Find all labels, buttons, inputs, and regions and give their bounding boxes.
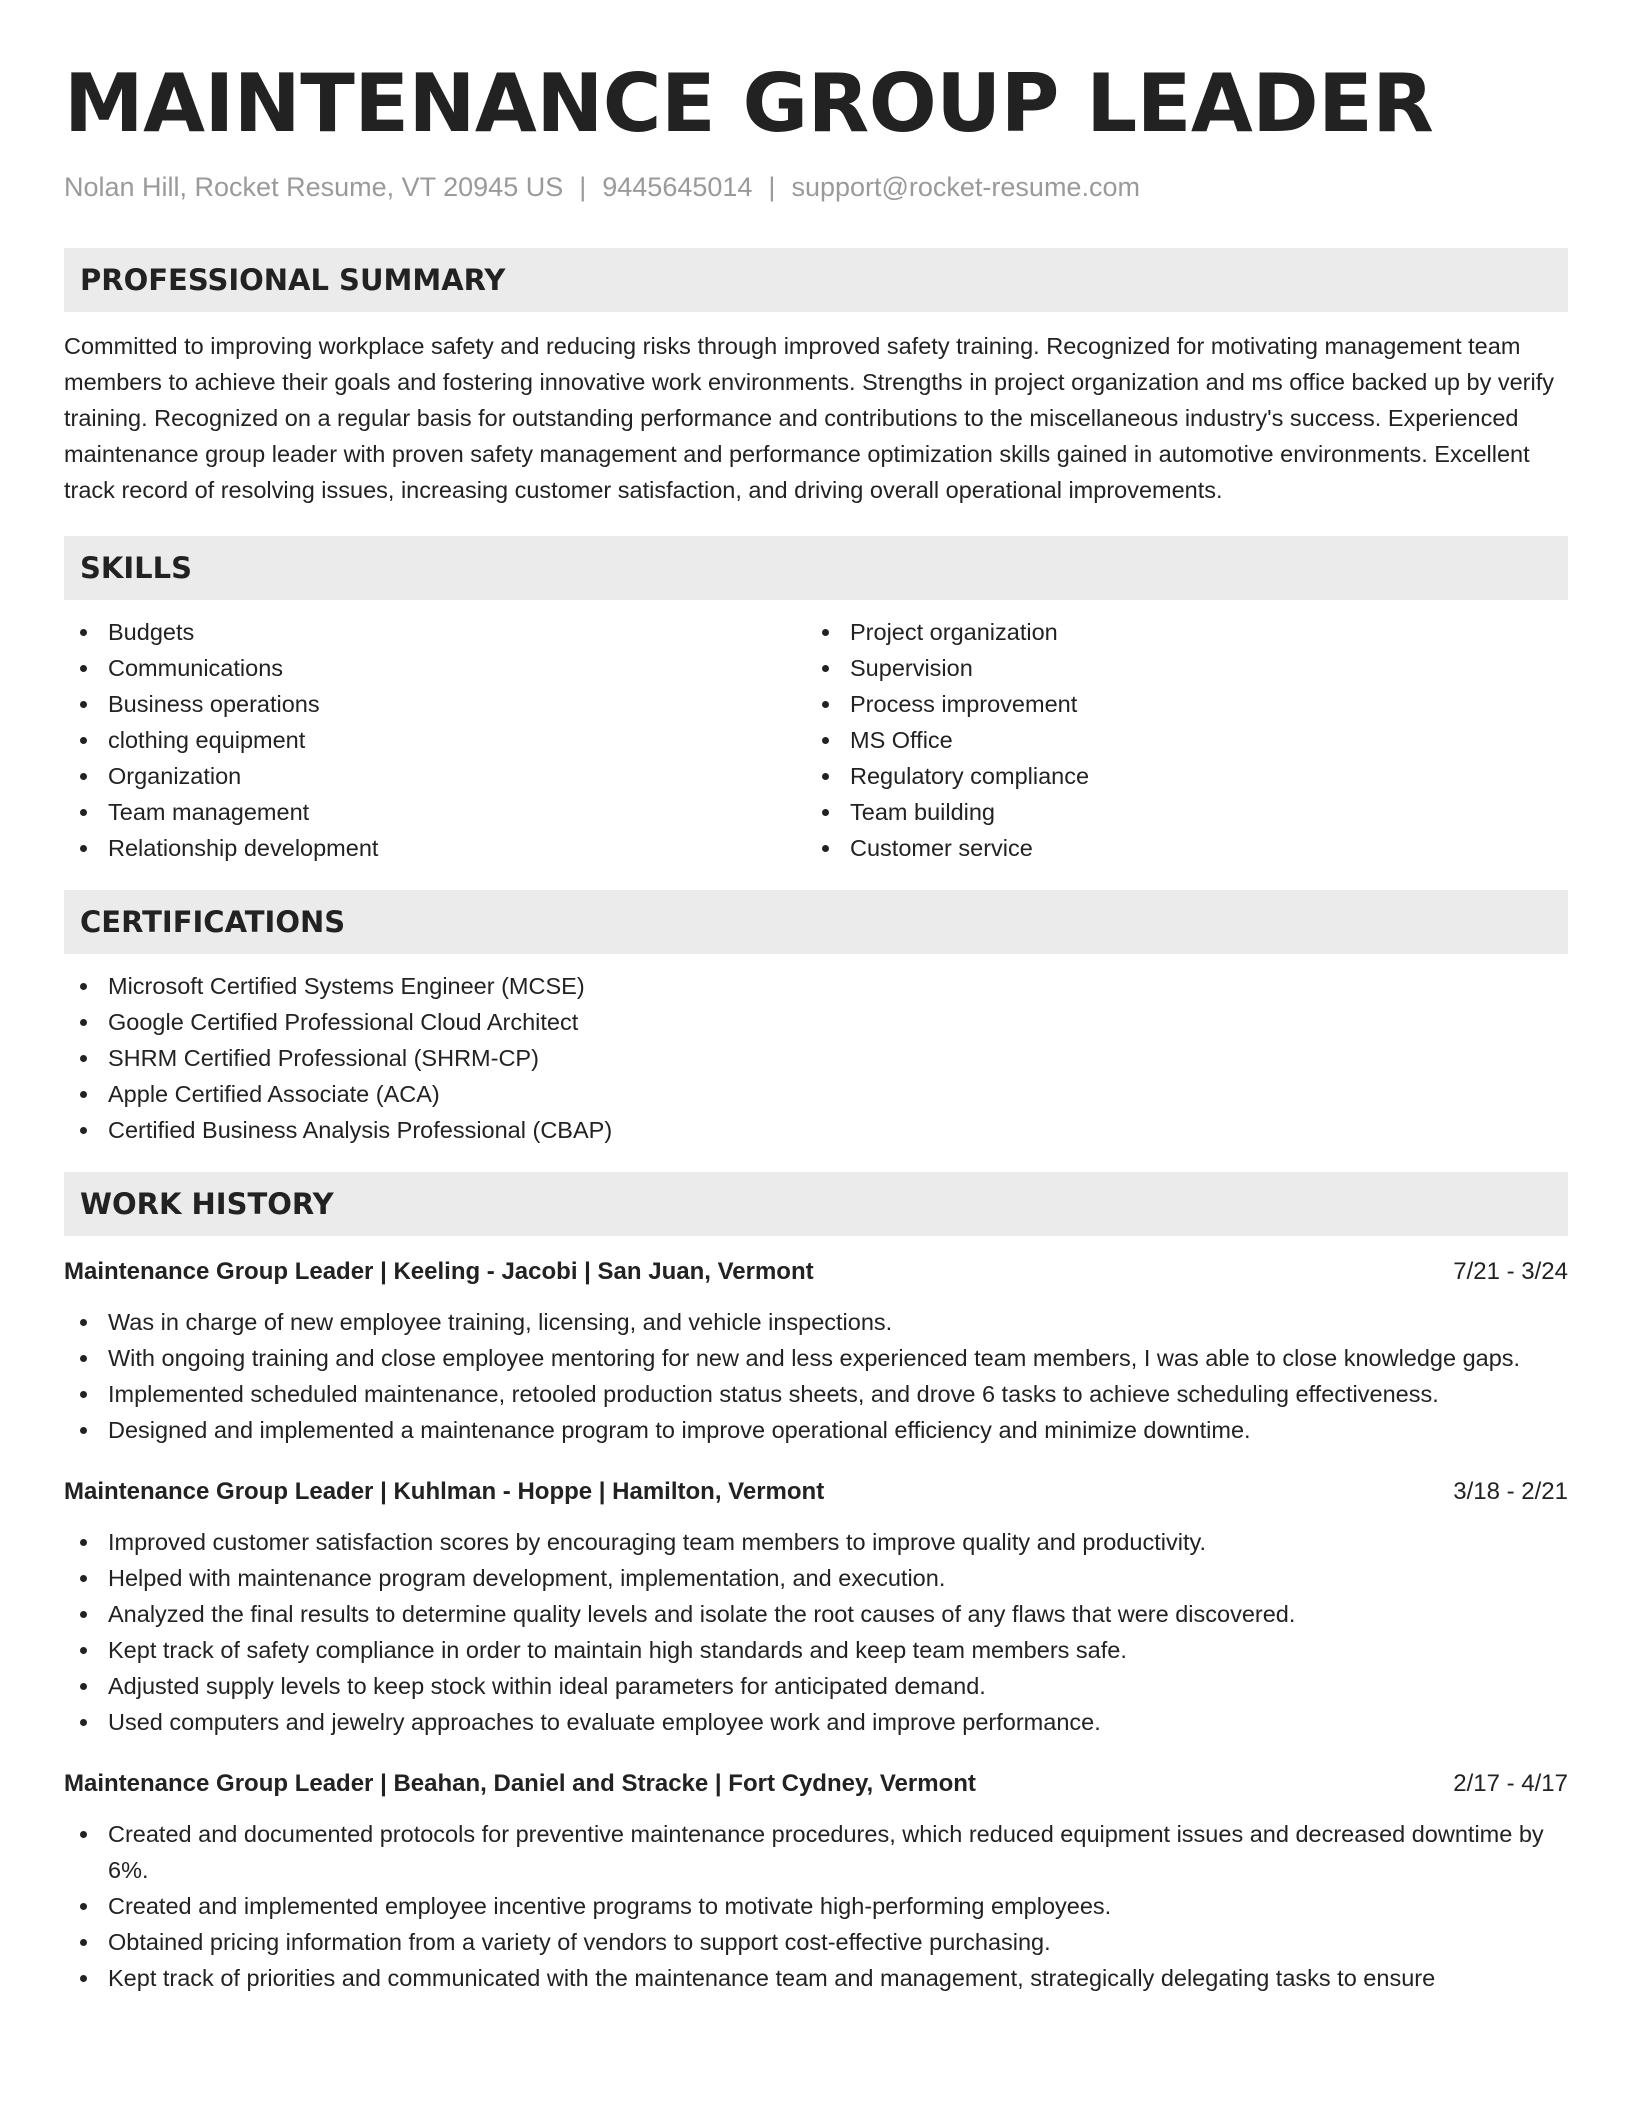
certification-item: SHRM Certified Professional (SHRM-CP) (64, 1040, 1568, 1076)
job-title: Maintenance Group Leader | Kuhlman - Hoppe | Hamilton, Vermont (64, 1478, 825, 1505)
certification-item: Google Certified Professional Cloud Architect (64, 1004, 1568, 1040)
certifications-list (64, 968, 1568, 1148)
job-bullet: Created and documented protocols for preventive maintenance procedures, which reduced equipment issues and decreased downtime by 6%. (64, 1816, 1568, 1888)
skill-item: clothing equipment (64, 722, 806, 758)
job-bullet: Adjusted supply levels to keep stock within ideal parameters for anticipated demand. (64, 1668, 1568, 1704)
certification-item: Certified Business Analysis Professional (CBAP) (64, 1112, 1568, 1148)
section-header-work-history (64, 1172, 1568, 1236)
job-entry (64, 1254, 1568, 1448)
contact-phone: 9445645014 (602, 172, 753, 202)
job-title: Maintenance Group Leader | Beahan, Daniel and Stracke | Fort Cydney, Vermont (64, 1770, 976, 1797)
job-entry (64, 1474, 1568, 1740)
contact-separator: | (579, 172, 587, 202)
section-title: SKILLS (80, 551, 192, 585)
skill-item: Organization (64, 758, 806, 794)
job-bullets (64, 1816, 1568, 1996)
contact-separator: | (768, 172, 776, 202)
job-dates: 7/21 - 3/24 (1453, 1258, 1568, 1285)
section-title: WORK HISTORY (80, 1187, 334, 1221)
skill-item: Customer service (806, 830, 1548, 866)
skill-item: Budgets (64, 614, 806, 650)
section-header-summary (64, 248, 1568, 312)
skill-item: Relationship development (64, 830, 806, 866)
certification-item: Microsoft Certified Systems Engineer (MCSE) (64, 968, 1568, 1004)
section-header-skills (64, 536, 1568, 600)
job-bullet: Created and implemented employee incentive programs to motivate high-performing employees. (64, 1888, 1568, 1924)
skills-columns (64, 614, 1568, 866)
job-bullet: Designed and implemented a maintenance program to improve operational efficiency and minimize downtime. (64, 1412, 1568, 1448)
skill-item: Business operations (64, 686, 806, 722)
section-title: PROFESSIONAL SUMMARY (80, 263, 506, 297)
contact-email: support@rocket-resume.com (791, 172, 1140, 202)
skill-item: MS Office (806, 722, 1548, 758)
job-bullets (64, 1304, 1568, 1448)
skill-item: Communications (64, 650, 806, 686)
job-bullet: Used computers and jewelry approaches to evaluate employee work and improve performance. (64, 1704, 1568, 1740)
resume-name: MAINTENANCE GROUP LEADER (64, 57, 1434, 150)
job-dates: 3/18 - 2/21 (1453, 1478, 1568, 1505)
section-title: CERTIFICATIONS (80, 905, 346, 939)
job-bullet: Kept track of safety compliance in order to maintain high standards and keep team members safe. (64, 1632, 1568, 1668)
certification-item: Apple Certified Associate (ACA) (64, 1076, 1568, 1112)
section-header-certifications (64, 890, 1568, 954)
job-title: Maintenance Group Leader | Keeling - Jacobi | San Juan, Vermont (64, 1258, 814, 1285)
summary-text: Committed to improving workplace safety and reducing risks through improved safety training. Recognized for motivating management team members to achieve their goals and fostering innovative work environments. Strengths in project organization and ms office backed up by verify training. Recognized on a regular basis for outstanding performance and contributions to the miscellaneous industry's success. Experienced maintenance group leader with proven safety management and performance optimization skills gained in automotive environments. Excellent track record of resolving issues, increasing customer satisfaction, and driving overall operational improvements. (64, 333, 1554, 503)
skill-item: Process improvement (806, 686, 1548, 722)
contact-line (64, 170, 1568, 204)
skills-list-right (806, 614, 1548, 866)
job-header (64, 1474, 1568, 1510)
skill-item: Supervision (806, 650, 1548, 686)
skill-item: Regulatory compliance (806, 758, 1548, 794)
skills-list-left (64, 614, 806, 866)
contact-address: Nolan Hill, Rocket Resume, VT 20945 US (64, 172, 564, 202)
skill-item: Project organization (806, 614, 1548, 650)
job-header (64, 1254, 1568, 1290)
resume-page (64, 56, 1568, 1996)
job-header (64, 1766, 1568, 1802)
job-bullet: Improved customer satisfaction scores by encouraging team members to improve quality and productivity. (64, 1524, 1568, 1560)
job-bullet: Analyzed the final results to determine quality levels and isolate the root causes of any flaws that were discovered. (64, 1596, 1568, 1632)
job-bullet: With ongoing training and close employee mentoring for new and less experienced team members, I was able to close knowledge gaps. (64, 1340, 1568, 1376)
job-bullet: Kept track of priorities and communicated with the maintenance team and management, strategically delegating tasks to ensure (64, 1960, 1568, 1996)
skill-item: Team building (806, 794, 1548, 830)
job-bullet: Helped with maintenance program development, implementation, and execution. (64, 1560, 1568, 1596)
job-bullet: Obtained pricing information from a variety of vendors to support cost-effective purchasing. (64, 1924, 1568, 1960)
job-entry (64, 1766, 1568, 1996)
job-bullet: Implemented scheduled maintenance, retooled production status sheets, and drove 6 tasks to achieve scheduling effectiveness. (64, 1376, 1568, 1412)
job-bullets (64, 1524, 1568, 1740)
job-bullet: Was in charge of new employee training, licensing, and vehicle inspections. (64, 1304, 1568, 1340)
skill-item: Team management (64, 794, 806, 830)
job-dates: 2/17 - 4/17 (1453, 1770, 1568, 1797)
